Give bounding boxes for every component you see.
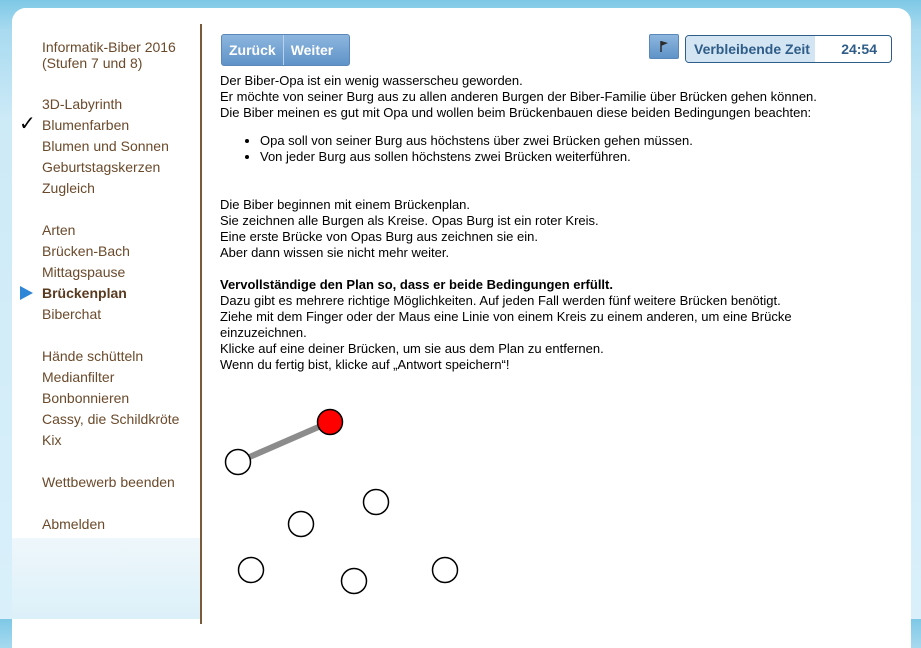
sidebar-item-medianfilter[interactable]: Medianfilter	[42, 369, 115, 385]
instruction-line: Ziehe mit dem Finger oder der Maus eine Linie von einem Kreis zu einem anderen, um eine Brücke einzuzeichnen.	[220, 309, 792, 340]
story-line: Eine erste Brücke von Opas Burg aus zeichnen sie ein.	[220, 229, 538, 244]
sidebar-item-blumenfarben[interactable]: Blumenfarben	[42, 117, 130, 133]
time-remaining	[685, 35, 892, 63]
sidebar-item-zugleich[interactable]: Zugleich	[42, 180, 95, 196]
castle[interactable]	[364, 490, 389, 515]
current-task-arrow-icon	[20, 286, 33, 300]
sidebar-item-brucken-bach[interactable]: Brücken-Bach	[42, 243, 130, 259]
instruction-line: Dazu gibt es mehrere richtige Möglichkeiten. Auf jeden Fall werden fünf weitere Brücken benötigt.	[220, 293, 781, 308]
instruction-line: Wenn du fertig bist, klicke auf „Antwort speichern“!	[220, 357, 510, 372]
sidebar-item-cassy-die-schildkrote[interactable]: Cassy, die Schildkröte	[42, 411, 180, 427]
intro-line: Der Biber-Opa ist ein wenig wasserscheu geworden.	[220, 73, 523, 88]
task-content	[220, 73, 860, 373]
sidebar-item-mittagspause[interactable]: Mittagspause	[42, 264, 126, 280]
sidebar-item-blumen-und-sonnen[interactable]: Blumen und Sonnen	[42, 138, 169, 154]
intro-line: Er möchte von seiner Burg aus zu allen anderen Burgen der Biber-Familie über Brücken gehen können.	[220, 89, 817, 104]
story-line: Die Biber beginnen mit einem Brückenplan.	[220, 197, 471, 212]
sidebar-item-bruckenplan[interactable]: Brückenplan	[42, 285, 127, 301]
opa-castle[interactable]	[318, 410, 343, 435]
condition-item: • Von jeder Burg aus sollen höchstens zwei Brücken weiterführen.	[260, 149, 860, 165]
sidebar-item-kix[interactable]: Kix	[42, 432, 62, 448]
sidebar-item-biberchat[interactable]: Biberchat	[42, 306, 102, 322]
timer-label: Verbleibende Zeit	[694, 41, 810, 57]
instruction-title: Vervollständige den Plan so, dass er beide Bedingungen erfüllt.	[220, 277, 613, 292]
conditions-list	[220, 133, 860, 165]
story-line: Aber dann wissen sie nicht mehr weiter.	[220, 245, 450, 260]
sidebar-item-wettbewerb-beenden[interactable]: Wettbewerb beenden	[42, 474, 175, 490]
bridge[interactable]	[238, 422, 330, 462]
castle[interactable]	[433, 558, 458, 583]
contest-title: Informatik-Biber 2016 (Stufen 7 und 8)	[42, 39, 176, 71]
instruction-line: Klicke auf eine deiner Brücken, um sie aus dem Plan zu entfernen.	[220, 341, 604, 356]
sidebar-item-3d-labyrinth[interactable]: 3D-Labyrinth	[42, 96, 123, 112]
sidebar-divider	[200, 24, 202, 624]
sidebar-item-hande-schutteln[interactable]: Hände schütteln	[42, 348, 144, 364]
story-line: Sie zeichnen alle Burgen als Kreise. Opas Burg ist ein roter Kreis.	[220, 213, 599, 228]
flag-button[interactable]	[649, 34, 679, 59]
sidebar-item-geburtstagskerzen[interactable]: Geburtstagskerzen	[42, 159, 161, 175]
bridge-plan[interactable]	[218, 400, 498, 610]
sidebar-footer	[12, 538, 200, 619]
checkmark-icon: ✓	[19, 113, 36, 135]
castle[interactable]	[342, 569, 367, 594]
timer-value: 24:54	[841, 41, 877, 57]
castle[interactable]	[239, 558, 264, 583]
navigation-buttons	[221, 34, 350, 66]
next-button[interactable]: Weiter	[283, 35, 341, 65]
castle[interactable]	[226, 450, 251, 475]
flag-icon	[650, 35, 678, 58]
castle[interactable]	[289, 512, 314, 537]
sidebar-item-abmelden[interactable]: Abmelden	[42, 516, 106, 532]
intro-line: Die Biber meinen es gut mit Opa und wollen beim Brückenbauen diese beiden Bedingungen beachten:	[220, 105, 812, 120]
sidebar-item-bonbonnieren[interactable]: Bonbonnieren	[42, 390, 130, 406]
sidebar-item-arten[interactable]: Arten	[42, 222, 76, 238]
condition-item: • Opa soll von seiner Burg aus höchstens über zwei Brücken gehen müssen.	[260, 133, 860, 149]
back-button[interactable]: Zurück	[229, 42, 276, 58]
